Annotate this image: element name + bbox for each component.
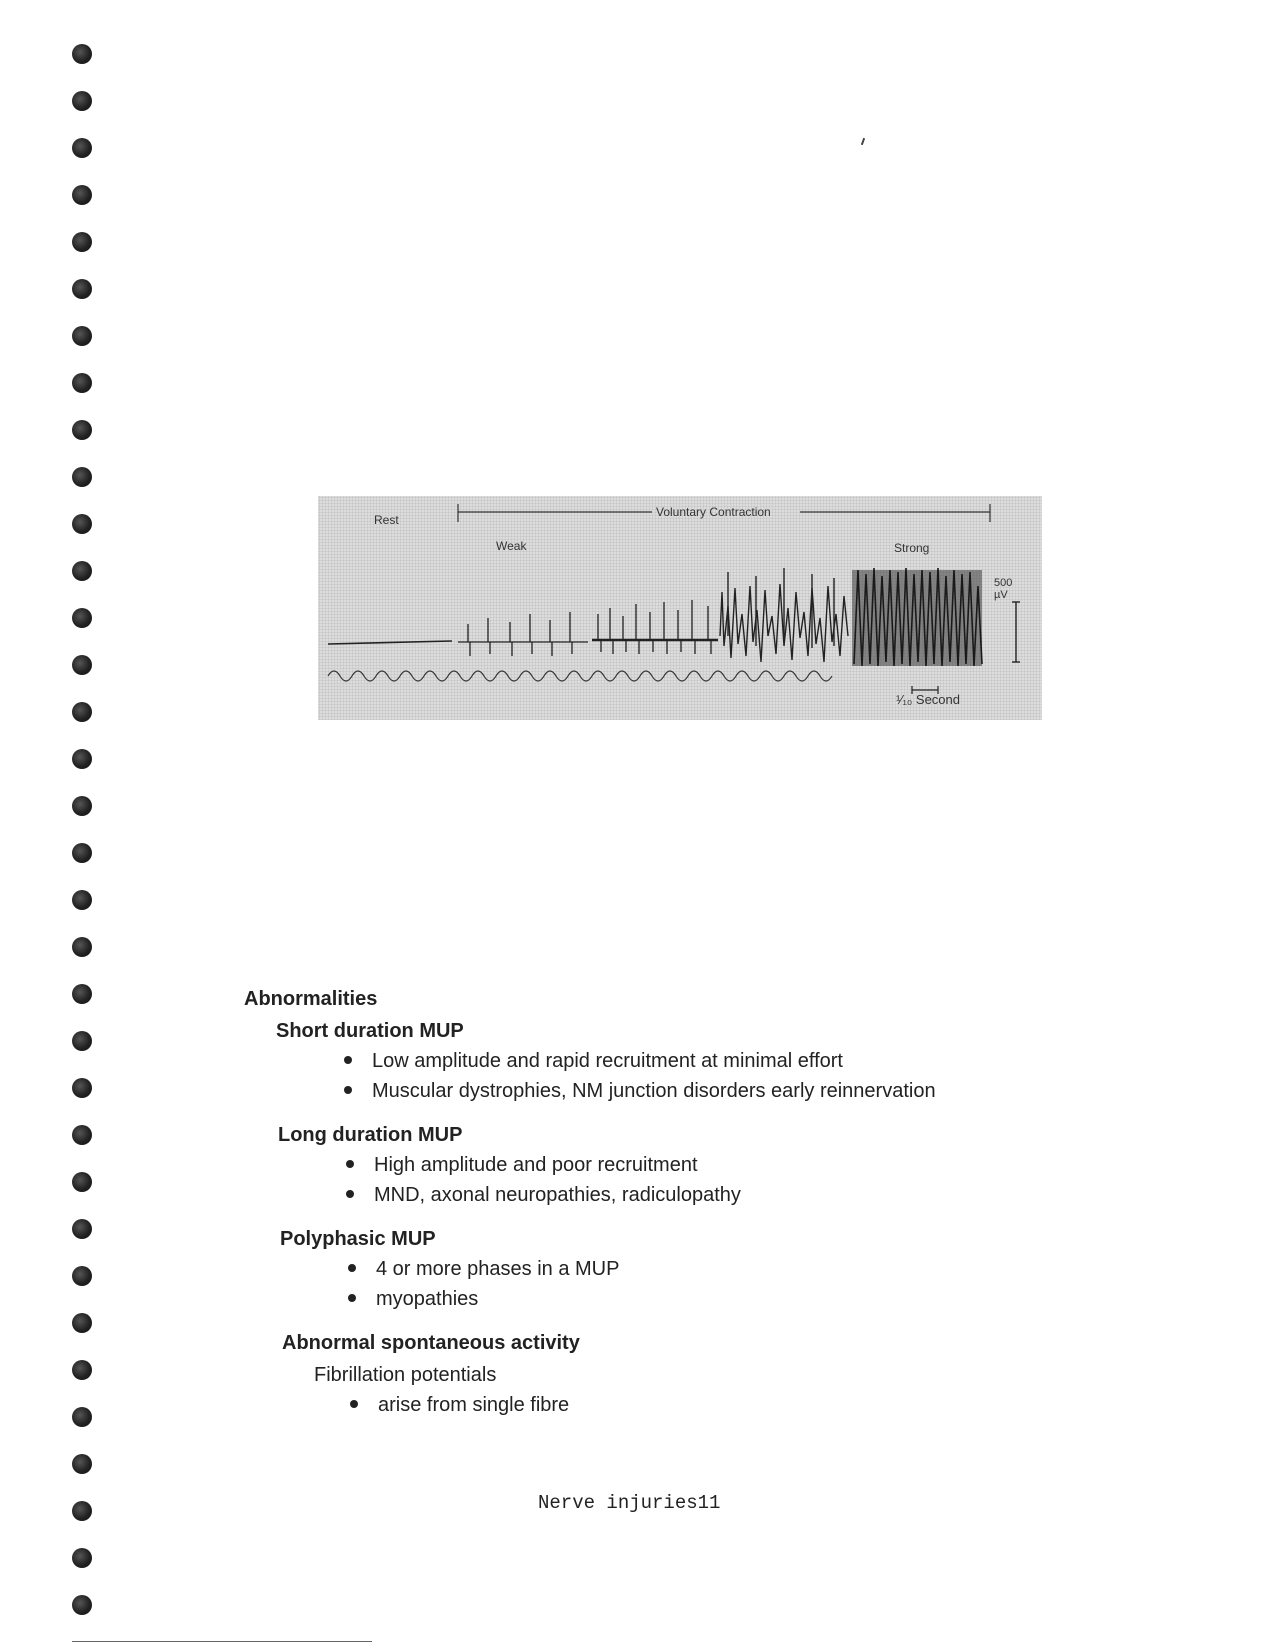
punch-hole-icon: [72, 843, 92, 863]
punch-hole-icon: [72, 1313, 92, 1333]
punch-hole-icon: [72, 796, 92, 816]
amplitude-scale-bar: [1012, 602, 1020, 662]
punch-hole-icon: [72, 514, 92, 534]
list-item: [344, 1050, 843, 1073]
group-subtitle-fibrillation: Fibrillation potentials: [314, 1364, 497, 1386]
punch-hole-icon: [72, 1125, 92, 1145]
list-item-text: MND, axonal neuropathies, radiculopathy: [374, 1184, 741, 1206]
punch-hole-icon: [72, 1595, 92, 1615]
emg-recording-figure: [318, 496, 1042, 720]
punch-hole-icon: [72, 608, 92, 628]
bullet-icon: [348, 1294, 356, 1302]
group-title-spontaneous: Abnormal spontaneous activity: [282, 1332, 580, 1354]
group-title-polyphasic: Polyphasic MUP: [280, 1228, 436, 1250]
label-voluntary-contraction: Voluntary Contraction: [656, 505, 771, 519]
page-footer: Nerve injuries11: [538, 1492, 721, 1514]
list-item: [346, 1184, 741, 1207]
label-time-scale: ¹⁄₁₀ Second: [896, 692, 960, 707]
bullet-icon: [346, 1160, 354, 1168]
punch-hole-icon: [72, 44, 92, 64]
group-title-long-duration: Long duration MUP: [278, 1124, 463, 1146]
bullet-icon: [344, 1056, 352, 1064]
punch-hole-icon: [72, 749, 92, 769]
punch-hole-icon: [72, 420, 92, 440]
punch-hole-icon: [72, 1454, 92, 1474]
bullet-icon: [350, 1400, 358, 1408]
emg-trace-svg: [318, 496, 1042, 720]
label-strong: Strong: [894, 541, 930, 555]
reference-sine-wave: [328, 671, 832, 681]
emg-trace-moderate: [720, 568, 848, 662]
emg-trace-weak: [458, 600, 718, 656]
punch-hole-icon: [72, 561, 92, 581]
bullet-icon: [348, 1264, 356, 1272]
punch-hole-icon: [72, 91, 92, 111]
list-item-text: myopathies: [376, 1288, 479, 1310]
list-item-text: Low amplitude and rapid recruitment at minimal effort: [372, 1050, 843, 1072]
punch-hole-icon: [72, 185, 92, 205]
list-item: [350, 1394, 569, 1417]
list-item: [348, 1288, 478, 1311]
list-item: [346, 1154, 698, 1177]
punch-hole-icon: [72, 1407, 92, 1427]
punch-hole-icon: [72, 655, 92, 675]
label-amplitude-value: 500: [994, 577, 1013, 589]
punch-hole-icon: [72, 232, 92, 252]
section-heading: Abnormalities: [244, 988, 378, 1010]
punch-hole-icon: [72, 1172, 92, 1192]
list-item-text: High amplitude and poor recruitment: [374, 1154, 698, 1176]
emg-trace-strong: [852, 568, 982, 666]
punch-hole-icon: [72, 1548, 92, 1568]
punch-hole-icon: [72, 1031, 92, 1051]
punch-hole-icon: [72, 1501, 92, 1521]
punch-hole-icon: [72, 326, 92, 346]
list-item-text: Muscular dystrophies, NM junction disorders early reinnervation: [372, 1080, 936, 1102]
punch-hole-icon: [72, 1266, 92, 1286]
punch-hole-icon: [72, 1360, 92, 1380]
punch-hole-icon: [72, 467, 92, 487]
punch-hole-icon: [72, 702, 92, 722]
label-weak: Weak: [496, 539, 527, 553]
punch-hole-icon: [72, 138, 92, 158]
group-title-short-duration: Short duration MUP: [276, 1020, 464, 1042]
emg-trace-rest: [328, 641, 452, 644]
punch-hole-icon: [72, 279, 92, 299]
punch-hole-icon: [72, 890, 92, 910]
label-rest: Rest: [374, 513, 399, 527]
list-item: [348, 1258, 619, 1281]
punch-hole-icon: [72, 1219, 92, 1239]
bullet-icon: [344, 1086, 352, 1094]
list-item-text: 4 or more phases in a MUP: [376, 1258, 620, 1280]
stray-mark: [861, 138, 865, 145]
punch-hole-icon: [72, 937, 92, 957]
punch-hole-icon: [72, 373, 92, 393]
punch-hole-icon: [72, 1078, 92, 1098]
list-item-text: arise from single fibre: [378, 1394, 570, 1416]
list-item: [344, 1080, 936, 1103]
bullet-icon: [346, 1190, 354, 1198]
label-amplitude-unit: µV: [994, 589, 1008, 601]
punch-holes: [72, 44, 94, 1624]
bottom-rule: [72, 1641, 372, 1642]
punch-hole-icon: [72, 984, 92, 1004]
